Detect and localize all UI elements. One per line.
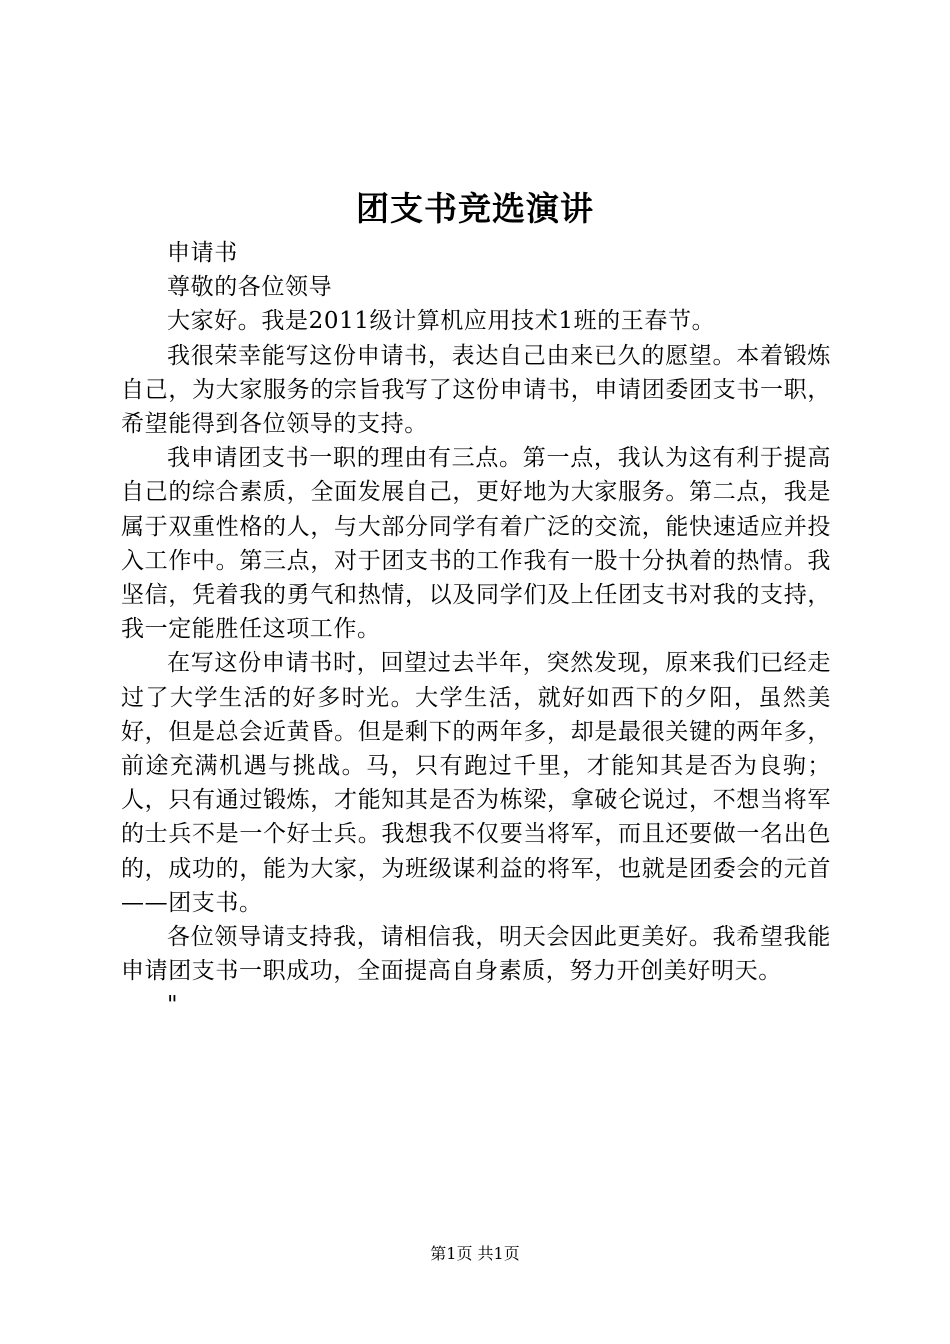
page-footer: 第1页 共1页 [430, 1244, 520, 1263]
paragraph-closing: 各位领导请支持我，请相信我，明天会因此更美好。我希望我能申请团支书一职成功，全面提高自身素质，努力开创美好明天。 [121, 924, 831, 985]
paragraph-reasons: 我申请团支书一职的理由有三点。第一点，我认为这有利于提高自己的综合素质，全面发展自己，更好地为大家服务。第二点，我是属于双重性格的人，与大部分同学有着广泛的交流，能快速适应并投入工作中。第三点，对于团支书的工作我有一股十分执着的热情。我坚信，凭着我的勇气和热情，以及同学们及上任团支书对我的支持，我一定能胜任这项工作。 [121, 445, 831, 643]
document-title: 团支书竞选演讲 [356, 189, 594, 228]
paragraph-greeting: 大家好。我是2011级计算机应用技术1班的王春节。 [167, 308, 716, 335]
document-body [121, 236, 831, 1023]
paragraph-purpose: 我很荣幸能写这份申请书，表达自己由来已久的愿望。本着锻炼自己，为大家服务的宗旨我写了这份申请书，申请团委团支书一职，希望能得到各位领导的支持。 [121, 342, 831, 438]
paragraph-heading: 申请书 [167, 240, 238, 266]
paragraph-salutation: 尊敬的各位领导 [167, 274, 333, 301]
paragraph-end-mark: " [167, 992, 179, 1019]
paragraph-reflection: 在写这份申请书时，回望过去半年，突然发现，原来我们已经走过了大学生活的好多时光。大学生活，就好如西下的夕阳，虽然美好，但是总会近黄昏。但是剩下的两年多，却是最很关键的两年多，前途充满机遇与挑战。马，只有跑过千里，才能知其是否为良驹；人，只有通过锻炼，才能知其是否为栋梁，拿破仑说过，不想当将军的士兵不是一个好士兵。我想我不仅要当将军，而且还要做一名出色的，成功的，能为大家，为班级谋利益的将军，也就是团委会的元首——团支书。 [121, 650, 831, 916]
